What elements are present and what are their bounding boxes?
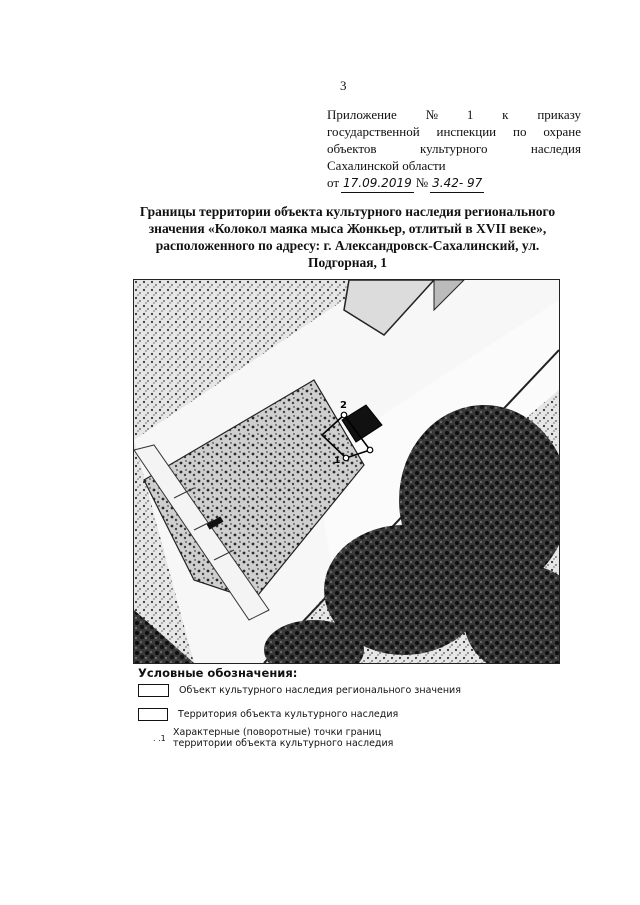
handwritten-date: 17.09.2019 [341,175,414,193]
title-line: значения «Колокол маяка мыса Жонкьер, отлитый в XVII веке», [148,221,547,236]
title-line: Границы территории объекта культурного наследия регионального [139,204,556,219]
appendix-word: культурного [419,141,488,156]
appendix-word: наследия [530,141,581,156]
appendix-word: инспекции [436,124,497,139]
appendix-word: к [502,107,509,122]
title-line: расположенного по адресу: г. Александровск-Сахалинский, ул. [155,238,540,253]
point-label-2: 2 [340,400,347,411]
appendix-line-1 [327,106,581,123]
legend-points-line: Характерные (поворотные) точки границ [173,727,382,738]
appendix-header [327,106,581,193]
legend-title: Условные обозначения: [138,666,298,680]
legend-territory-label: Территория объекта культурного наследия [178,709,399,720]
appendix-line-3 [327,140,581,157]
handwritten-number: 3.42- 97 [430,175,484,193]
legend-territory [138,708,398,721]
legend-points-line: территории объекта культурного наследия [173,738,394,749]
boundary-point [343,455,349,461]
appendix-date-line [327,174,581,193]
number-prefix: № [415,175,429,190]
legend-object-swatch [138,684,169,697]
legend-points-marker: . .1 [153,734,166,743]
point-label-1: 1 [334,456,341,466]
legend-points [153,727,393,749]
legend-object-label: Объект культурного наследия регионального значения [179,685,461,696]
aerial-map-drawing [134,280,559,663]
document-title [120,203,575,271]
legend-points-text [173,727,393,749]
boundary-point [341,412,347,418]
appendix-word: объектов [327,141,377,156]
point-label-3: 3 [367,434,374,444]
boundary-point [367,447,373,453]
appendix-word: по [512,124,527,139]
appendix-word: Приложение [327,107,397,122]
appendix-word: № [425,107,439,122]
page-number: 3 [340,78,347,93]
title-line: Подгорная, 1 [307,255,388,270]
aerial-map [133,279,560,664]
appendix-word: государственной [327,124,420,139]
appendix-line-4: Сахалинской области [327,158,446,173]
appendix-line-2 [327,123,581,140]
appendix-word: приказу [537,107,581,122]
date-prefix: от [327,175,340,190]
appendix-word: охране [543,124,581,139]
legend-object [138,684,461,697]
legend-territory-swatch [138,708,168,721]
appendix-word: 1 [466,107,474,122]
